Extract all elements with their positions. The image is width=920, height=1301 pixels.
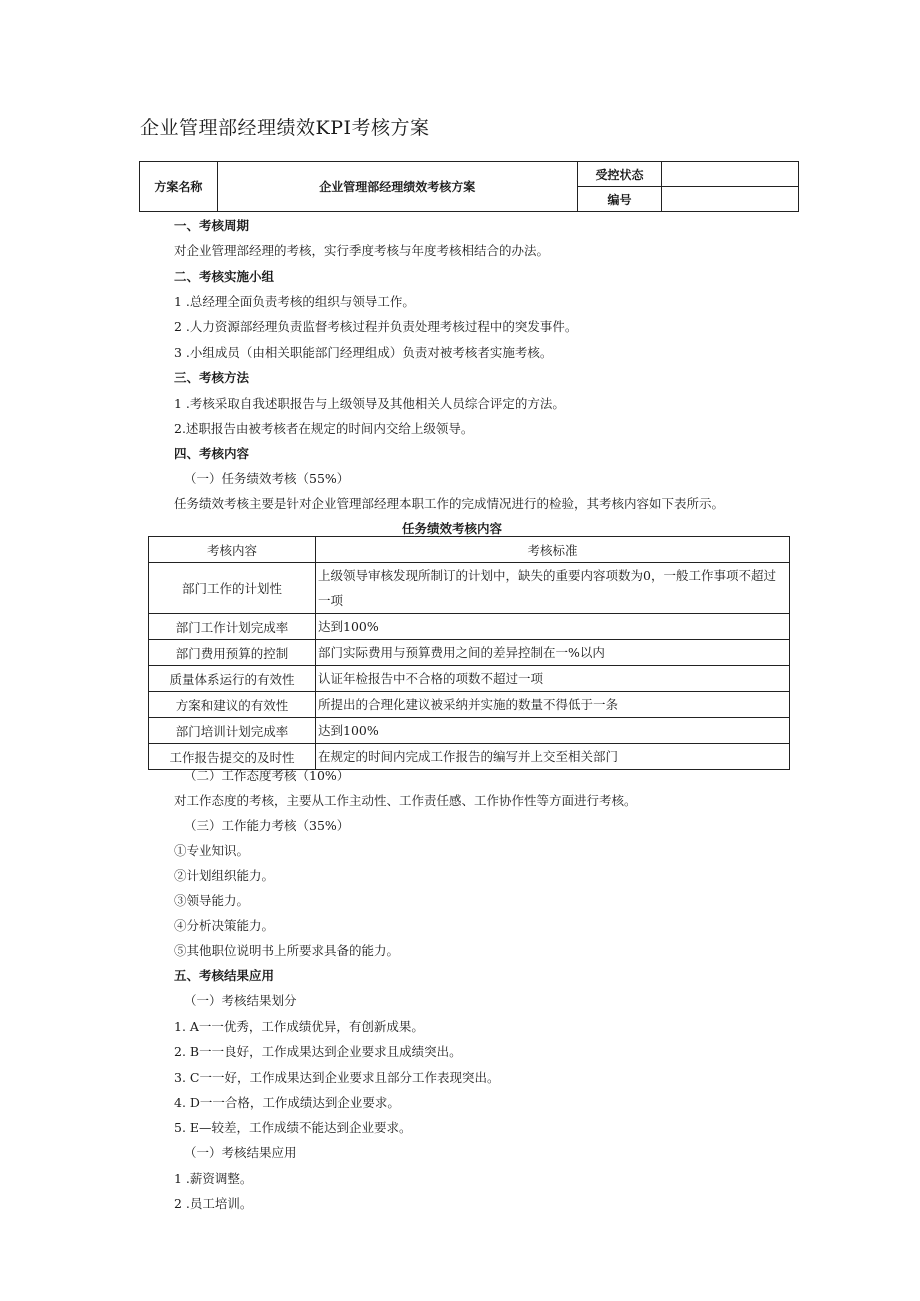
kpi-col-content-header: 考核内容 xyxy=(149,537,316,563)
section-4-heading: 四、考核内容 xyxy=(174,446,250,461)
table-row xyxy=(149,563,790,614)
list-item: 3. C一一好，工作成果达到企业要求且部分工作表现突出。 xyxy=(174,1070,500,1085)
kpi-standard: 上级领导审核发现所制订的计划中，缺失的重要内容项数为0，一般工作事项不超过一项 xyxy=(316,563,790,614)
kpi-item: 质量体系运行的有效性 xyxy=(149,666,316,692)
kpi-item: 部门培训计划完成率 xyxy=(149,718,316,744)
section-4-subheading-3: （三）工作能力考核（35%） xyxy=(184,818,350,833)
section-1-heading: 一、考核周期 xyxy=(174,218,250,233)
list-item: 2.述职报告由被考核者在规定的时间内交给上级领导。 xyxy=(174,421,474,436)
section-5-heading: 五、考核结果应用 xyxy=(174,968,275,983)
list-item: 1 .总经理全面负责考核的组织与领导工作。 xyxy=(174,294,415,309)
list-item: ①专业知识。 xyxy=(174,843,250,858)
kpi-standard: 认证年检报告中不合格的项数不超过一项 xyxy=(316,666,790,692)
kpi-table xyxy=(148,536,790,770)
kpi-table-caption: 任务绩效考核内容 xyxy=(402,521,503,536)
section-1-paragraph: 对企业管理部经理的考核，实行季度考核与年度考核相结合的办法。 xyxy=(174,243,550,258)
list-item: ③领导能力。 xyxy=(174,893,250,908)
kpi-item: 部门费用预算的控制 xyxy=(149,640,316,666)
list-item: 5. E—较差，工作成绩不能达到企业要求。 xyxy=(174,1120,412,1135)
list-item: 2 .人力资源部经理负责监督考核过程并负责处理考核过程中的突发事件。 xyxy=(174,319,578,334)
section-5-subheading-1: （一）考核结果划分 xyxy=(184,993,297,1008)
kpi-col-standard-header: 考核标准 xyxy=(316,537,790,563)
table-row xyxy=(149,666,790,692)
kpi-standard: 达到100% xyxy=(316,614,790,640)
kpi-item: 工作报告提交的及时性 xyxy=(149,744,316,770)
scheme-name-label: 方案名称 xyxy=(140,162,218,212)
kpi-standard: 达到100% xyxy=(316,718,790,744)
list-item: 1 .薪资调整。 xyxy=(174,1171,253,1186)
table-row xyxy=(149,640,790,666)
scheme-header-table xyxy=(139,161,799,212)
kpi-standard: 在规定的时间内完成工作报告的编写并上交至相关部门 xyxy=(316,744,790,770)
list-item: ②计划组织能力。 xyxy=(174,868,275,883)
table-row xyxy=(149,692,790,718)
number-value xyxy=(662,187,799,212)
table-row xyxy=(149,614,790,640)
list-item: 4. D一一合格，工作成绩达到企业要求。 xyxy=(174,1095,400,1110)
document-title: 企业管理部经理绩效KPI考核方案 xyxy=(140,117,430,139)
section-2-heading: 二、考核实施小组 xyxy=(174,269,275,284)
list-item: ④分析决策能力。 xyxy=(174,918,275,933)
table-row xyxy=(149,718,790,744)
kpi-item: 部门工作计划完成率 xyxy=(149,614,316,640)
section-4-paragraph-2: 对工作态度的考核，主要从工作主动性、工作责任感、工作协作性等方面进行考核。 xyxy=(174,793,637,808)
list-item: 1. A一一优秀，工作成绩优异，有创新成果。 xyxy=(174,1019,424,1034)
control-status-label: 受控状态 xyxy=(577,162,662,187)
section-4-subheading-2: （二）工作态度考核（10%） xyxy=(184,768,350,783)
kpi-standard: 所提出的合理化建议被采纳并实施的数量不得低于一条 xyxy=(316,692,790,718)
list-item: 2. B一一良好，工作成果达到企业要求且成绩突出。 xyxy=(174,1044,462,1059)
list-item: 1 .考核采取自我述职报告与上级领导及其他相关人员综合评定的方法。 xyxy=(174,396,565,411)
section-4-subheading-1: （一）任务绩效考核（55%） xyxy=(184,471,350,486)
list-item: 2 .员工培训。 xyxy=(174,1196,253,1211)
kpi-item: 部门工作的计划性 xyxy=(149,563,316,614)
control-status-value xyxy=(662,162,799,187)
scheme-name-value: 企业管理部经理绩效考核方案 xyxy=(217,162,577,212)
list-item: 3 .小组成员（由相关职能部门经理组成）负责对被考核者实施考核。 xyxy=(174,345,553,360)
number-label: 编号 xyxy=(577,187,662,212)
section-4-paragraph-1: 任务绩效考核主要是针对企业管理部经理本职工作的完成情况进行的检验，其考核内容如下表所示。 xyxy=(174,496,725,511)
list-item: ⑤其他职位说明书上所要求具备的能力。 xyxy=(174,943,400,958)
kpi-item: 方案和建议的有效性 xyxy=(149,692,316,718)
section-3-heading: 三、考核方法 xyxy=(174,370,250,385)
kpi-standard: 部门实际费用与预算费用之间的差异控制在一%以内 xyxy=(316,640,790,666)
section-5-subheading-2: （一）考核结果应用 xyxy=(184,1145,297,1160)
